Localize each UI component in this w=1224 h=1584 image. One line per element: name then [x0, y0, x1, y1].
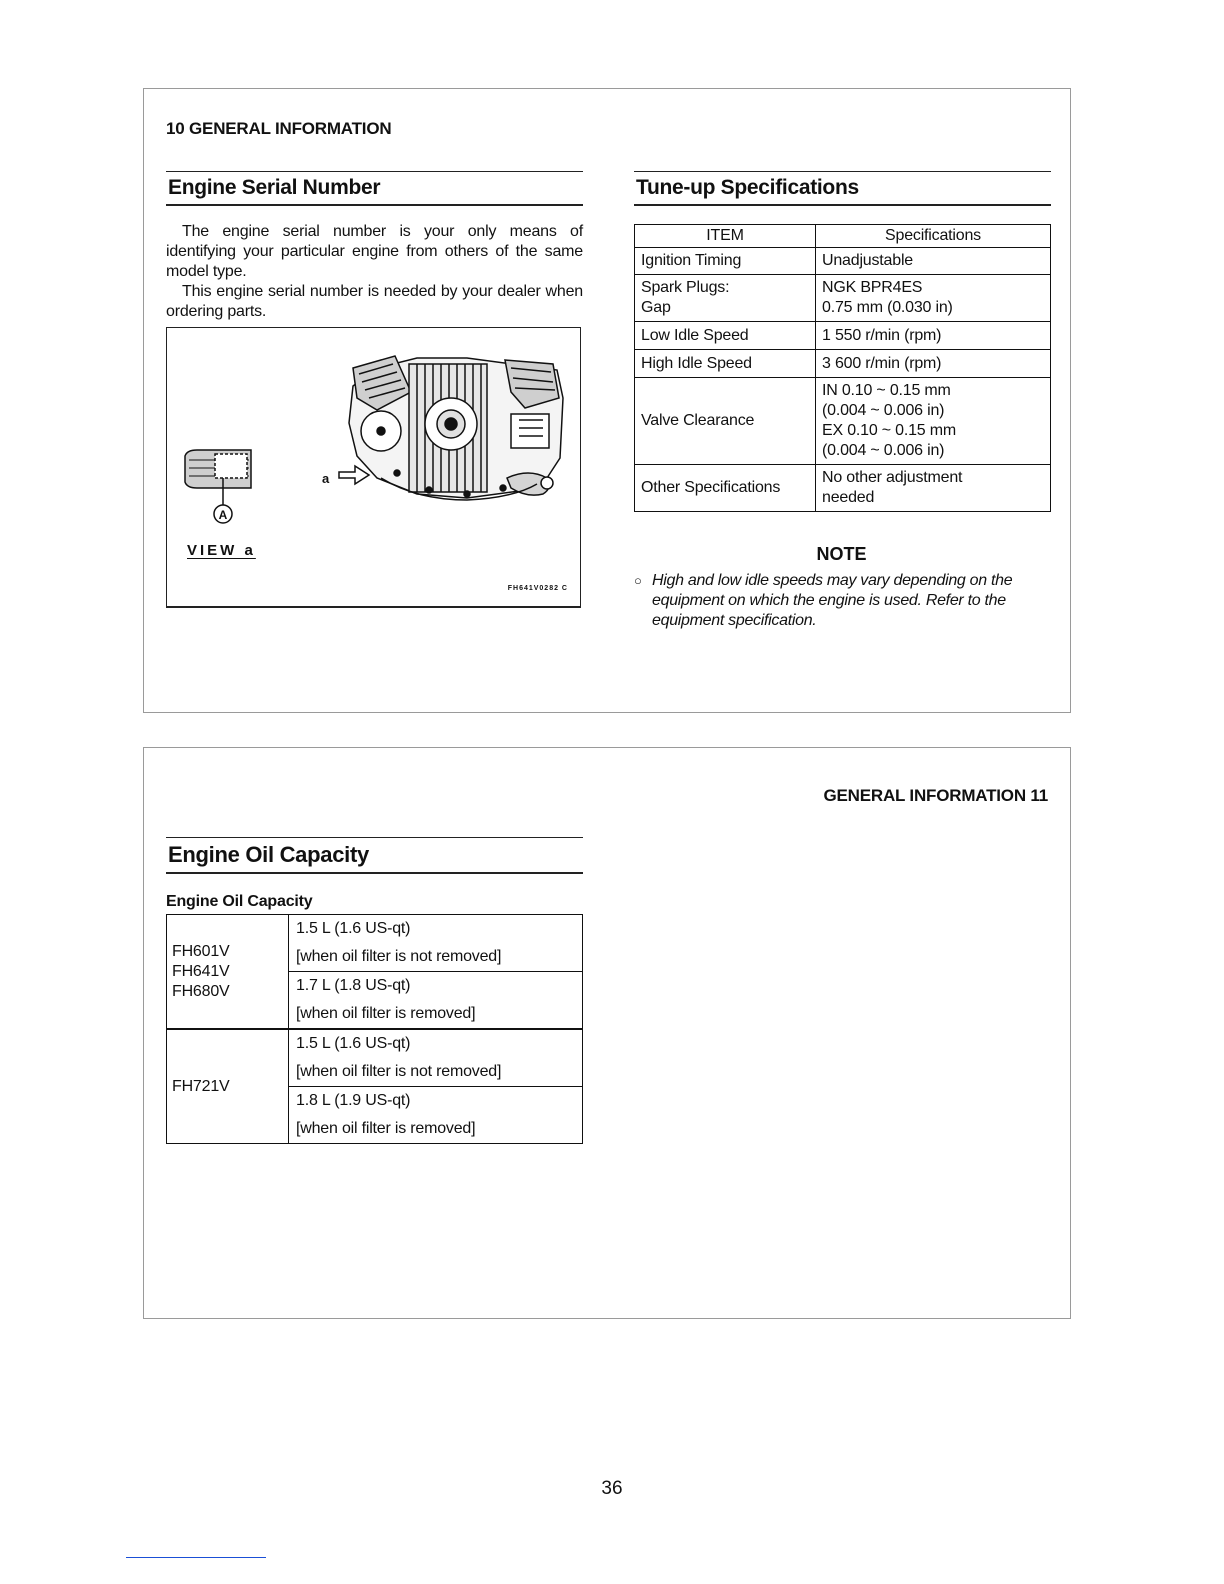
table-row [635, 378, 1051, 465]
spec-cell [816, 322, 1051, 350]
model-cell [167, 1029, 289, 1144]
arrow-to-engine [339, 466, 369, 484]
capacity-condition: [when oil filter is removed] [296, 1120, 476, 1137]
engine-illustration [167, 328, 580, 606]
note-title: NOTE [816, 544, 867, 564]
capacity-amount: 1.5 L (1.6 US-qt) [296, 920, 411, 937]
manual-page-11 [143, 747, 1071, 1319]
callout-a: A [218, 508, 228, 522]
table-caption: Engine Oil Capacity [166, 893, 313, 910]
capacity-cell [289, 1087, 583, 1144]
capacity-cell [289, 1029, 583, 1087]
capacity-condition: [when oil filter is not removed] [296, 1063, 502, 1080]
spec-text: (0.004 ~ 0.006 in) [822, 442, 945, 459]
section-title-serial: Engine Serial Number [166, 171, 583, 206]
capacity-amount: 1.8 L (1.9 US-qt) [296, 1092, 411, 1109]
model-name: FH601V [172, 942, 230, 960]
table-row [167, 1029, 583, 1087]
spec-cell [816, 350, 1051, 378]
spec-text: Unadjustable [822, 252, 913, 269]
section-title-oil: Engine Oil Capacity [166, 837, 583, 874]
spec-text: needed [822, 489, 875, 506]
capacity-amount: 1.7 L (1.8 US-qt) [296, 977, 411, 994]
spec-text: EX 0.10 ~ 0.15 mm [822, 422, 957, 439]
model-name: FH641V [172, 962, 230, 980]
spec-text: 3 600 r/min (rpm) [822, 354, 942, 372]
table-row [635, 248, 1051, 275]
capacity-condition: [when oil filter is removed] [296, 1005, 476, 1022]
note-text: High and low idle speeds may vary depending on the equipment on which the engine is used. Refer to the equipment specification. [652, 572, 1013, 629]
table-row [635, 465, 1051, 512]
spec-cell [816, 248, 1051, 275]
spec-text: (0.004 ~ 0.006 in) [822, 402, 945, 419]
serial-description [166, 222, 583, 322]
serial-plate-detail [185, 450, 251, 506]
arrow-label: a [322, 471, 330, 486]
item-text: Low Idle Speed [641, 326, 749, 344]
footer-link-underline[interactable] [126, 1557, 266, 1558]
spec-text: NGK BPR4ES [822, 279, 923, 296]
page-number: 36 [601, 1478, 623, 1499]
item-text: Gap [641, 299, 671, 316]
capacity-condition: [when oil filter is not removed] [296, 948, 502, 965]
item-cell [635, 465, 816, 512]
spec-cell [816, 275, 1051, 322]
capacity-cell [289, 972, 583, 1030]
spec-text: No other adjustment [822, 469, 963, 486]
paragraph: This engine serial number is needed by your dealer when ordering parts. [166, 283, 583, 320]
paragraph: The engine serial number is your only means of identifying your particular engine from others of the same model type. [166, 223, 583, 280]
table-row [635, 350, 1051, 378]
table-row [167, 915, 583, 972]
figure-code: FH641V0282 C [507, 585, 568, 592]
model-name: FH721V [172, 1077, 230, 1095]
oil-capacity-table [166, 914, 583, 1144]
column-header: ITEM [635, 225, 816, 248]
item-cell [635, 350, 816, 378]
note-bullet: ○ [634, 573, 642, 588]
tuneup-table [634, 224, 1051, 512]
item-cell [635, 248, 816, 275]
item-cell [635, 378, 816, 465]
item-text: High Idle Speed [641, 354, 752, 372]
spec-text: 0.75 mm (0.030 in) [822, 299, 953, 316]
table-header-row [635, 225, 1051, 248]
item-cell [635, 275, 816, 322]
item-text: Other Specifications [641, 479, 781, 496]
note-body [634, 571, 1052, 631]
engine-serial-figure [166, 327, 581, 608]
capacity-cell [289, 915, 583, 972]
item-text: Spark Plugs: [641, 279, 730, 296]
item-cell [635, 322, 816, 350]
table-row [635, 275, 1051, 322]
section-title-tuneup: Tune-up Specifications [634, 171, 1051, 206]
spec-cell [816, 465, 1051, 512]
model-cell [167, 915, 289, 1030]
model-name: FH680V [172, 982, 230, 1000]
spec-text: IN 0.10 ~ 0.15 mm [822, 382, 951, 399]
column-header: Specifications [816, 225, 1051, 248]
engine-drawing [349, 356, 563, 500]
page-header: GENERAL INFORMATION 11 [823, 786, 1048, 805]
item-text: Ignition Timing [641, 252, 742, 269]
capacity-amount: 1.5 L (1.6 US-qt) [296, 1035, 411, 1052]
view-label: VIEW a [187, 542, 256, 559]
spec-text: 1 550 r/min (rpm) [822, 326, 942, 344]
spec-cell [816, 378, 1051, 465]
table-row [635, 322, 1051, 350]
item-text: Valve Clearance [641, 412, 755, 429]
manual-page-10 [143, 88, 1071, 713]
page-header: 10 GENERAL INFORMATION [166, 119, 392, 138]
